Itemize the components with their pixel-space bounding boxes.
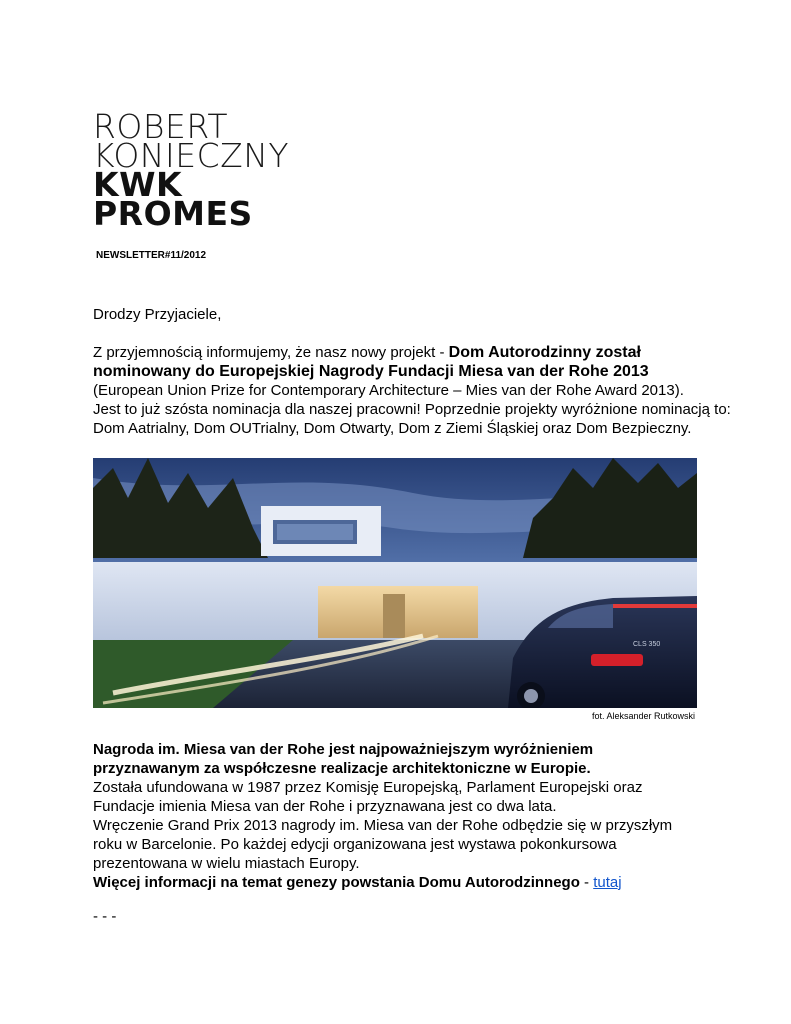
house-photo (93, 458, 697, 708)
logo-line-kwk: KWK (93, 165, 183, 204)
award-heading: Nagroda im. Miesa van der Rohe jest najpoważniejszym wyróżnieniem przyznawanym za współczesne realizacje architektoniczne w Europie. (93, 741, 594, 777)
car-badge: CLS 350 (633, 641, 661, 648)
logo-line-robert: ROBERT (93, 107, 229, 146)
award-english-name: (European Union Prize for Contemporary Architecture – Mies van der Rohe Award 2013). (93, 382, 684, 399)
previous-projects: Dom Aatrialny, Dom OUTrialny, Dom Otwarty, Dom z Ziemi Śląskiej oraz Dom Bezpieczny. (93, 420, 692, 437)
more-info-text: Więcej informacji na temat genezy powstania Domu Autorodzinnego (93, 874, 580, 891)
intro-lead: Z przyjemnością informujemy, że nasz nowy projekt - (93, 344, 449, 361)
newsletter-number: NEWSLETTER#11/2012 (96, 250, 207, 261)
separator-dashes: - - - (93, 908, 117, 925)
photo-credit: fot. Aleksander Rutkowski (591, 711, 695, 721)
more-info-link[interactable]: tutaj (593, 874, 622, 891)
award-ceremony: Wręczenie Grand Prix 2013 nagrody im. Miesa van der Rohe odbędzie się w przyszłym roku w Barcelonie. Po każdej edycji organizowana jest wystawa pokonkursowa prezentowana w wielu miastach Europy. (93, 817, 673, 872)
intro-headline: Dom Autorodzinny został nominowany do Europejskiej Nagrody Fundacji Miesa van der Rohe 2013 (93, 344, 649, 380)
studio-logo (93, 107, 290, 233)
intro-paragraph (93, 343, 733, 438)
award-section (93, 740, 703, 892)
more-info-separator: - (579, 874, 594, 891)
logo-line-konieczny: KONIECZNY (93, 136, 290, 175)
award-founded: Została ufundowana w 1987 przez Komisję Europejską, Parlament Europejski oraz Fundacje imienia Miesa van der Rohe i przyznawana jest co dwa lata. (93, 779, 643, 815)
greeting: Drodzy Przyjaciele, (93, 306, 222, 323)
sixth-nomination-text: Jest to już szósta nominacja dla naszej pracowni! Poprzednie projekty wyróżnione nominacją to: (93, 401, 731, 418)
logo-line-promes: PROMES (93, 194, 253, 233)
